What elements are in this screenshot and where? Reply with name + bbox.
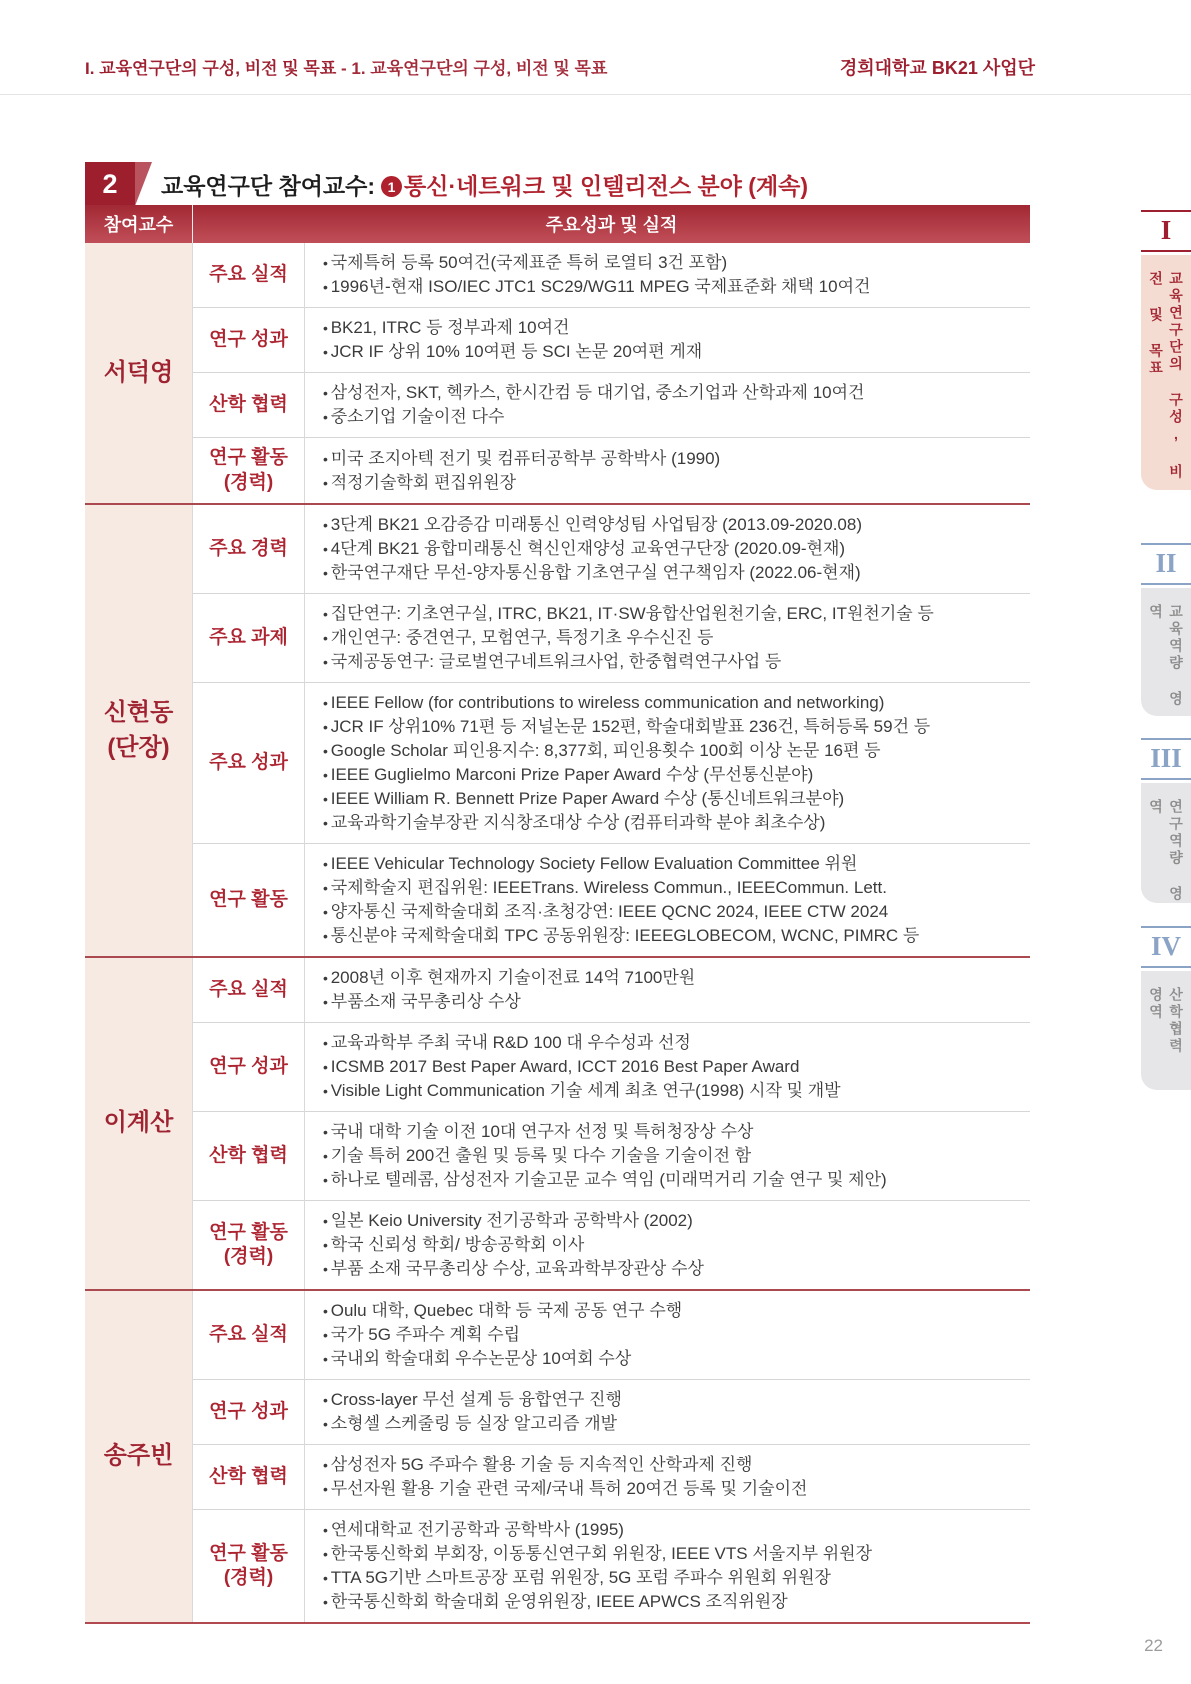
professor-group (85, 243, 1030, 503)
achievement-item: • BK21, ITRC 등 정부과제 10여건 (323, 316, 1018, 340)
professor-group (85, 1289, 1030, 1622)
achievement-item: • 국내외 학술대회 우수논문상 10여회 수상 (323, 1347, 1018, 1371)
row-category-label (193, 1509, 305, 1622)
achievement-item: • 소형셀 스케줄링 등 실장 알고리즘 개발 (323, 1412, 1018, 1436)
achievement-item: • 하나로 텔레콤, 삼성전자 기술고문 교수 역임 (미래먹거리 기술 연구 및 제안) (323, 1168, 1018, 1192)
sidebar-tab-body (1141, 255, 1191, 490)
category-label-text: 주요 실적 (209, 263, 288, 285)
achievement-item: • 삼성전자, SKT, 헥카스, 한시간컴 등 대기업, 중소기업과 산학과제 10여건 (323, 381, 1018, 405)
row-category-label (193, 1379, 305, 1444)
page-header (85, 54, 1035, 80)
achievement-item: • Oulu 대학, Quebec 대학 등 국제 공동 연구 수행 (323, 1299, 1018, 1323)
circled-one-icon: 1 (381, 176, 402, 197)
row-category-label (193, 307, 305, 372)
section-number: 2 (102, 168, 118, 199)
row-category-label (193, 505, 305, 593)
row-content-cell (305, 1291, 1030, 1379)
achievement-item: • IEEE William R. Bennett Prize Paper Award 수상 (통신네트워크분야) (323, 787, 1018, 811)
achievement-item: • Visible Light Communication 기술 세계 최초 연구(1998) 시작 및 개발 (323, 1079, 1018, 1103)
sidebar-tab-label: 연구역량 영역 (1148, 798, 1184, 903)
achievement-item: • IEEE Guglielmo Marconi Prize Paper Award 수상 (무선통신분야) (323, 763, 1018, 787)
category-label-text: 연구 활동 (209, 447, 288, 468)
category-label-text: 연구 성과 (209, 1401, 288, 1423)
row-category-label (193, 243, 305, 307)
sidebar-tab-i[interactable] (1141, 210, 1191, 490)
category-label-text: 주요 실적 (209, 979, 288, 1001)
achievement-item: • 국제공동연구: 글로벌연구네트워크사업, 한중협력연구사업 등 (323, 650, 1018, 674)
row-content-cell (305, 1444, 1030, 1509)
org-title: 경희대학교 BK21 사업단 (839, 58, 1035, 78)
achievement-item: • 부품소재 국무총리상 수상 (323, 990, 1018, 1014)
section-title-prefix: 교육연구단 참여교수: (161, 172, 376, 199)
professor-name: 송주빈 (103, 1442, 174, 1470)
professor-name-cell (85, 1291, 193, 1622)
sidebar-tab-label: 산학협력 영역 (1148, 986, 1184, 1055)
row-category-label (193, 1022, 305, 1111)
achievement-item: • 교육과학부 주최 국내 R&D 100 대 우수성과 선정 (323, 1031, 1018, 1055)
achievement-item: • 양자통신 국제학술대회 조직·초청강연: IEEE QCNC 2024, IEEE CTW 2024 (323, 900, 1018, 924)
category-label-text: 연구 활동 (209, 889, 288, 911)
category-label-text: 주요 경력 (209, 538, 288, 560)
category-label-text: 연구 활동 (209, 1221, 288, 1243)
achievement-item: • 일본 Keio University 전기공학과 공학박사 (2002) (323, 1209, 1018, 1233)
achievement-item: • 한국통신학회 부회장, 이동통신연구회 위원장, IEEE VTS 서울지부 위원장 (323, 1542, 1018, 1566)
achievement-item: • JCR IF 상위 10% 10여편 등 SCI 논문 20여편 게재 (323, 340, 1018, 364)
section-title-highlight: 통신·네트워크 및 인텔리전스 분야 (계속) (404, 172, 809, 199)
achievement-item: • 집단연구: 기초연구실, ITRC, BK21, IT·SW융합산업원천기술, ERC, IT원천기술 등 (323, 602, 1018, 626)
professor-table-body (85, 243, 1030, 1622)
achievement-item: • IEEE Vehicular Technology Society Fellow Evaluation Committee 위원 (323, 852, 1018, 876)
professor-name-role: (단장) (107, 733, 170, 761)
row-category-label (193, 1200, 305, 1289)
achievement-item: • 미국 조지아텍 전기 및 컴퓨터공학부 공학박사 (1990) (323, 447, 1018, 471)
breadcrumb (85, 54, 607, 79)
table-header-row (85, 205, 1030, 243)
category-label-sub: (경력) (223, 1246, 274, 1268)
header-divider (0, 94, 1191, 95)
category-label-text: 주요 성과 (209, 752, 288, 774)
row-category-label (193, 682, 305, 843)
row-category-label (193, 1291, 305, 1379)
sidebar-tab-label: 교육역량 영역 (1148, 603, 1184, 708)
achievement-item: • 개인연구: 중견연구, 모험연구, 특정기초 우수신진 등 (323, 626, 1018, 650)
professor-group (85, 956, 1030, 1289)
achievement-item: • 기술 특허 200건 출원 및 등록 및 다수 기술을 기술이전 함 (323, 1144, 1018, 1168)
row-content-cell (305, 843, 1030, 956)
sidebar-tab-numeral: I (1141, 210, 1191, 252)
achievement-item: • 한국통신학회 학술대회 운영위원장, IEEE APWCS 조직위원장 (323, 1590, 1018, 1614)
achievement-item: • 국제학술지 편집위원: IEEETrans. Wireless Commun., IEEECommun. Lett. (323, 876, 1018, 900)
section-title (85, 162, 808, 206)
achievement-item: • 한국연구재단 무선-양자통신융합 기초연구실 연구책임자 (2022.06-현재) (323, 561, 1018, 585)
achievement-item: • 국가 5G 주파수 계획 수립 (323, 1323, 1018, 1347)
row-category-label (193, 1111, 305, 1200)
badge-fold-decoration (135, 162, 152, 206)
row-category-label (193, 372, 305, 437)
sidebar-tab-numeral: III (1141, 738, 1191, 780)
achievement-item: • 3단계 BK21 오감증감 미래통신 인력양성팀 사업팀장 (2013.09-2020.08) (323, 513, 1018, 537)
sidebar-tab-label: 교육연구단의 구성, 비전 및 목표 (1148, 270, 1184, 481)
row-content-cell (305, 1200, 1030, 1289)
professor-table (85, 205, 1030, 1624)
achievement-item: • 교육과학기술부장관 지식창조대상 수상 (컴퓨터과학 분야 최초수상) (323, 811, 1018, 835)
achievement-item: • 적정기술학회 편집위원장 (323, 471, 1018, 495)
achievement-item: • TTA 5G기반 스마트공장 포럼 위원장, 5G 포럼 주파수 위원회 위원장 (323, 1566, 1018, 1590)
professor-name-cell (85, 243, 193, 503)
achievement-item: • 국제특허 등록 50여건(국제표준 특허 로열티 3건 포함) (323, 251, 1018, 275)
achievement-item: • 통신분야 국제학술대회 TPC 공동위원장: IEEEGLOBECOM, WCNC, PIMRC 등 (323, 924, 1018, 948)
category-label-text: 연구 성과 (209, 328, 288, 350)
sidebar-tab-numeral: IV (1141, 926, 1191, 968)
row-content-cell (305, 1509, 1030, 1622)
professor-name: 서덕영 (103, 358, 174, 386)
row-category-label (193, 1444, 305, 1509)
row-content-cell (305, 1379, 1030, 1444)
professor-name-cell (85, 958, 193, 1289)
achievement-item: • ICSMB 2017 Best Paper Award, ICCT 2016 Best Paper Award (323, 1055, 1018, 1079)
column-header-professor: 참여교수 (85, 205, 193, 243)
achievement-item: • 1996년-현재 ISO/IEC JTC1 SC29/WG11 MPEG 국제표준화 채택 10여건 (323, 275, 1018, 299)
achievement-item: • 국내 대학 기술 이전 10대 연구자 선정 및 특허청장상 수상 (323, 1120, 1018, 1144)
row-category-label (193, 437, 305, 503)
row-content-cell (305, 437, 1030, 503)
sidebar-tab-ii[interactable] (1141, 543, 1191, 716)
achievement-item: • Google Scholar 피인용지수: 8,377회, 피인용횟수 100회 이상 논문 16편 등 (323, 739, 1018, 763)
breadcrumb-section: - 1. 교육연구단의 구성, 비전 및 목표 (336, 59, 608, 78)
category-label-sub: (경력) (223, 1567, 274, 1589)
row-content-cell (305, 593, 1030, 682)
row-content-cell (305, 1022, 1030, 1111)
row-category-label (193, 843, 305, 956)
achievement-item: • 연세대학교 전기공학과 공학박사 (1995) (323, 1518, 1018, 1542)
row-content-cell (305, 243, 1030, 307)
achievement-item: • 삼성전자 5G 주파수 활용 기술 등 지속적인 산학과제 진행 (323, 1453, 1018, 1477)
achievement-item: • 4단계 BK21 융합미래통신 혁신인재양성 교육연구단장 (2020.09-현재) (323, 537, 1018, 561)
category-label-text: 산학 협력 (209, 1466, 288, 1488)
sidebar-tab-body (1141, 971, 1191, 1090)
professor-name-cell (85, 505, 193, 956)
row-content-cell (305, 958, 1030, 1022)
row-content-cell (305, 372, 1030, 437)
page-number: 22 (1144, 1636, 1163, 1655)
sidebar-tab-body (1141, 588, 1191, 716)
row-content-cell (305, 307, 1030, 372)
row-content-cell (305, 682, 1030, 843)
category-label-text: 연구 활동 (209, 1542, 288, 1564)
achievement-item: • 부품 소재 국무총리상 수상, 교육과학부장관상 수상 (323, 1257, 1018, 1281)
professor-name: 신현동 (103, 699, 174, 727)
category-label-text: 산학 협력 (209, 393, 288, 415)
achievement-item: • 2008년 이후 현재까지 기술이전료 14억 7100만원 (323, 966, 1018, 990)
row-category-label (193, 593, 305, 682)
sidebar-tab-numeral: II (1141, 543, 1191, 585)
professor-name: 이계산 (103, 1109, 174, 1137)
category-label-sub: (경력) (223, 471, 274, 493)
row-content-cell (305, 505, 1030, 593)
achievement-item: • IEEE Fellow (for contributions to wireless communication and networking) (323, 691, 1018, 715)
achievement-item: • 중소기업 기술이전 다수 (323, 405, 1018, 429)
row-category-label (193, 958, 305, 1022)
achievement-item: • Cross-layer 무선 설계 등 융합연구 진행 (323, 1388, 1018, 1412)
category-label-text: 주요 과제 (209, 627, 288, 649)
category-label-text: 산학 협력 (209, 1145, 288, 1167)
section-title-text (161, 168, 808, 201)
sidebar-tab-body (1141, 783, 1191, 903)
professor-group (85, 503, 1030, 956)
sidebar-tab-iv[interactable] (1141, 926, 1191, 1090)
row-content-cell (305, 1111, 1030, 1200)
category-label-text: 연구 성과 (209, 1056, 288, 1078)
sidebar-tab-iii[interactable] (1141, 738, 1191, 903)
section-number-badge (85, 162, 135, 206)
category-label-text: 주요 실적 (209, 1324, 288, 1346)
column-header-achievements: 주요성과 및 실적 (545, 215, 678, 235)
achievement-item: • 무선자원 활용 기술 관련 국제/국내 특허 20여건 등록 및 기술이전 (323, 1477, 1018, 1501)
achievement-item: • 학국 신뢰성 학회/ 방송공학회 이사 (323, 1233, 1018, 1257)
achievement-item: • JCR IF 상위10% 71편 등 저널논문 152편, 학술대회발표 236건, 특허등록 59건 등 (323, 715, 1018, 739)
breadcrumb-chapter: I. 교육연구단의 구성, 비전 및 목표 (85, 59, 337, 78)
